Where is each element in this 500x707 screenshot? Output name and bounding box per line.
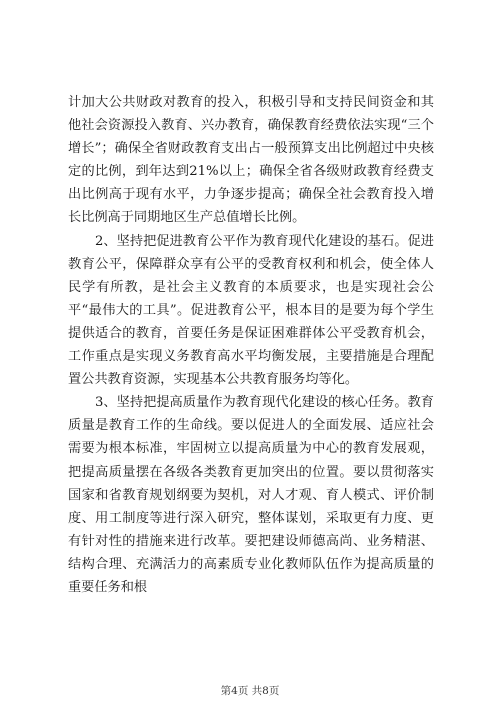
page-footer: 第4页 共8页 xyxy=(220,685,280,697)
document-body xyxy=(68,91,434,599)
paragraph-education-equity: 2、坚持把促进教育公平作为教育现代化建设的基石。促进教育公平，保障群众享有公平的受教育权利和机会，使全体人民学有所教，是社会主义教育的本质要求，也是实现社会公平“最伟大的工具”。促进教育公平，根本目的是要为每个学生提供适合的教育，首要任务是保证困难群体公平受教育机会，工作重点是实现义务教育高水平均衡发展，主要措施是合理配置公共教育资源，实现基本公共教育服务均等化。 xyxy=(68,233,434,388)
paragraph-funding: 计加大公共财政对教育的投入，积极引导和支持民间资金和其他社会资源投入教育、兴办教育，确保教育经费依法实现“三个增长”；确保全省财政教育支出占一般预算支出比例超过中央核定的比例，到年达到21%以上；确保全省各级财政教育经费支出比例高于现有水平，力争逐步提高；确保全社会教育投入增长比例高于同期地区生产总值增长比例。 xyxy=(68,95,434,226)
paragraph-education-quality: 3、坚持把提高质量作为教育现代化建设的核心任务。教育质量是教育工作的生命线。要以促进人的全面发展、适应社会需要为根本标准，牢固树立以提高质量为中心的教育发展观，把提高质量摆在各级各类教育更加突出的位置。要以贯彻落实国家和省教育规划纲要为契机，对人才观、育人模式、评价制度、用工制度等进行深入研究，整体谋划，采取更有力度、更有针对性的措施来进行改革。要把建设师德高尚、业务精湛、结构合理、充满活力的高素质专业化教师队伍作为提高质量的重要任务和根 xyxy=(68,395,434,595)
